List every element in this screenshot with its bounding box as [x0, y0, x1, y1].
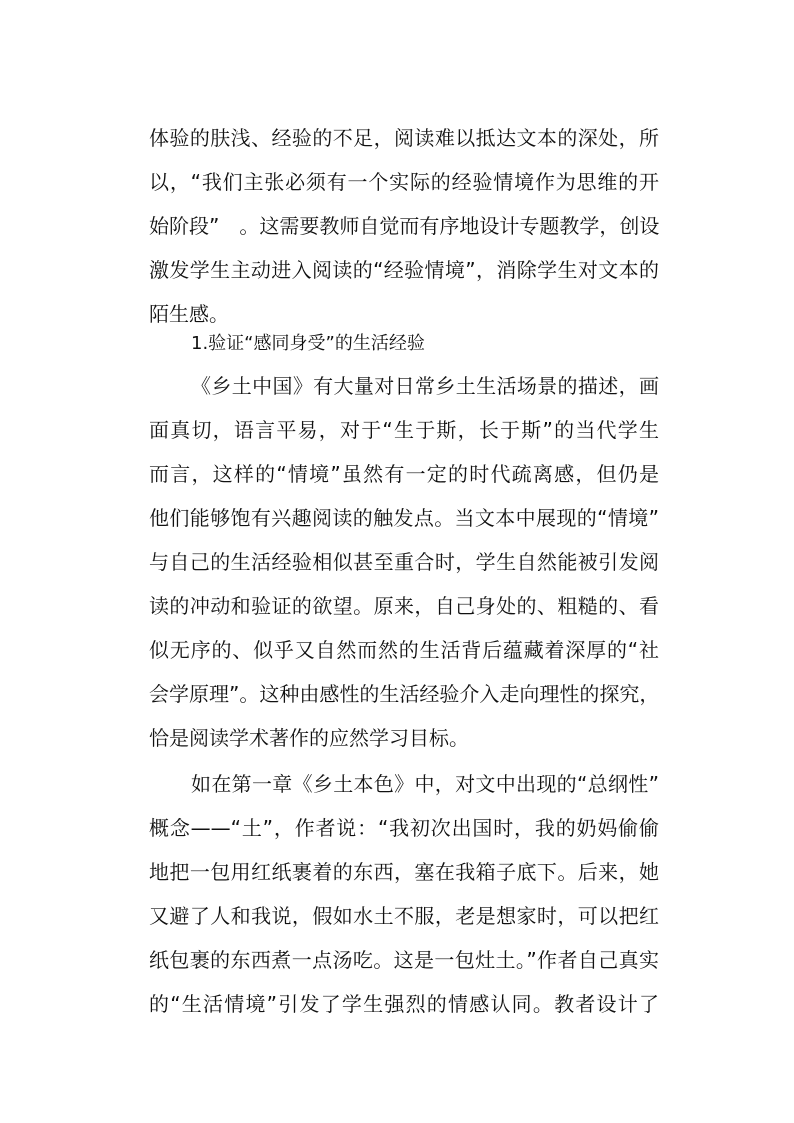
paragraph-line: 体验的肤浅、经验的不足，阅读难以抵达文本的深处，所	[149, 126, 659, 150]
paragraph-line: 纸包裹的东西煮一点汤吃。这是一包灶土。”作者自己真实	[149, 948, 659, 972]
paragraph-line: 始阶段” 。这需要教师自觉而有序地设计专题教学，创设	[149, 214, 660, 238]
paragraph-line: 如在第一章《乡土本色》中，对文中出现的“总纲性”	[191, 772, 659, 796]
paragraph-line: 与自己的生活经验相似甚至重合时，学生自然能被引发阅	[149, 550, 659, 574]
paragraph-line: 恰是阅读学术著作的应然学习目标。	[149, 726, 469, 750]
paragraph-line: 概念——“土”，作者说：“我初次出国时，我的奶妈偷偷	[149, 816, 659, 840]
paragraph-line: 面真切，语言平易，对于“生于斯，长于斯”的当代学生	[149, 418, 659, 442]
paragraph-line: 激发学生主动进入阅读的“经验情境”，消除学生对文本的	[149, 258, 659, 282]
paragraph-line: 的“生活情境”引发了学生强烈的情感认同。教者设计了	[149, 992, 659, 1016]
paragraph-line: 陌生感。	[149, 302, 229, 326]
paragraph-line: 又避了人和我说，假如水土不服，老是想家时，可以把红	[149, 904, 659, 928]
paragraph-line: 《乡土中国》有大量对日常乡土生活场景的描述，画	[191, 374, 659, 398]
paragraph-line: 会学原理”。这种由感性的生活经验介入走向理性的探究，	[149, 682, 660, 706]
paragraph-line: 似无序的、似乎又自然而然的生活背后蕴藏着深厚的“社	[149, 638, 659, 662]
paragraph-line: 他们能够饱有兴趣阅读的触发点。当文本中展现的“情境”	[149, 506, 659, 530]
section-heading: 1.验证“感同身受”的生活经验	[191, 333, 425, 354]
paragraph-line: 读的冲动和验证的欲望。原来，自己身处的、粗糙的、看	[149, 594, 659, 618]
paragraph-line: 地把一包用红纸裹着的东西，塞在我箱子底下。后来，她	[149, 860, 659, 884]
paragraph-line: 以，“我们主张必须有一个实际的经验情境作为思维的开	[149, 170, 659, 194]
paragraph-line: 而言，这样的“情境”虽然有一定的时代疏离感，但仍是	[149, 462, 659, 486]
